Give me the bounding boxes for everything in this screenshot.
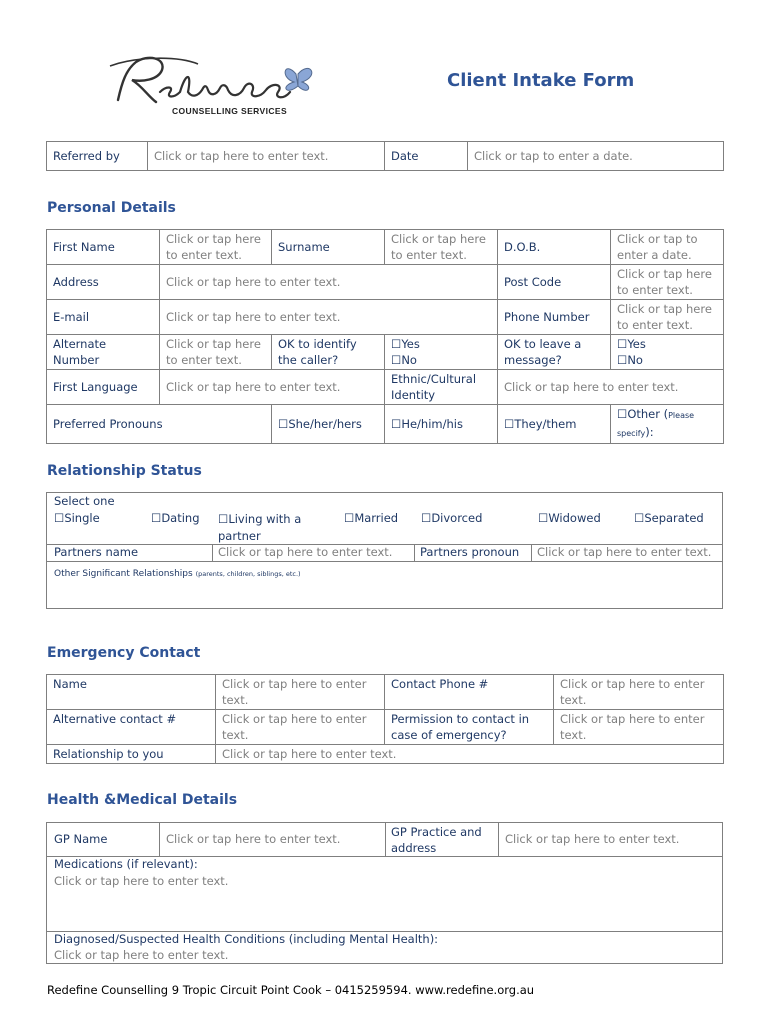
- personal-heading: Personal Details: [47, 200, 176, 216]
- rel-option-separated[interactable]: [634, 511, 704, 525]
- no-label: No: [627, 353, 643, 367]
- language-field[interactable]: Click or tap here to enter text.: [160, 370, 385, 405]
- ec-name-field[interactable]: Click or tap here to enter text.: [216, 675, 385, 710]
- address-label: Address: [47, 265, 160, 300]
- ok-identify-label: OK to identify the caller?: [272, 335, 385, 370]
- rel-option-label: Single: [64, 511, 100, 525]
- rel-option-label: Widowed: [548, 511, 601, 525]
- divider: [414, 544, 415, 561]
- health-box: [46, 822, 723, 964]
- rel-option-label: Separated: [644, 511, 704, 525]
- gp-practice-label: GP Practice and address: [391, 825, 482, 855]
- checkbox-icon[interactable]: ☐: [344, 511, 355, 525]
- emergency-heading: Emergency Contact: [47, 645, 201, 661]
- checkbox-icon[interactable]: ☐: [54, 511, 65, 525]
- ok-message-label: OK to leave a message?: [498, 335, 611, 370]
- address-field[interactable]: Click or tap here to enter text.: [160, 265, 498, 300]
- divider: [47, 561, 722, 562]
- ok-message-yes[interactable]: [617, 336, 717, 352]
- divider: [212, 544, 213, 561]
- conditions-field[interactable]: Click or tap here to enter text.: [54, 948, 229, 962]
- dob-label: D.O.B.: [498, 230, 611, 265]
- referral-table: [46, 141, 724, 171]
- other-relationships-label: Other Significant Relationships: [54, 569, 193, 579]
- pronoun-he[interactable]: [385, 405, 498, 444]
- rel-option-dating[interactable]: [151, 511, 200, 525]
- email-field[interactable]: Click or tap here to enter text.: [160, 300, 498, 335]
- checkbox-icon[interactable]: ☐: [391, 353, 402, 367]
- select-one-label: Select one: [54, 494, 115, 508]
- rel-option-living[interactable]: [218, 511, 314, 545]
- ec-relationship-label: Relationship to you: [47, 745, 216, 764]
- alt-number-field[interactable]: Click or tap here to enter text.: [160, 335, 272, 370]
- pronoun-other[interactable]: [611, 405, 724, 444]
- checkbox-icon[interactable]: ☐: [391, 417, 402, 431]
- ok-identify-options: [385, 335, 498, 370]
- checkbox-icon[interactable]: ☐: [617, 407, 628, 421]
- ec-permission-label: Permission to contact in case of emergency?: [385, 710, 554, 745]
- pronoun-he-label: He/him/his: [401, 417, 463, 431]
- ec-alt-field[interactable]: Click or tap here to enter text.: [216, 710, 385, 745]
- rel-option-label: Married: [354, 511, 399, 525]
- footer: Redefine Counselling 9 Tropic Circuit Point Cook – 0415259594. www.redefine.org.au: [47, 983, 535, 997]
- pronouns-label: Preferred Pronouns: [47, 405, 272, 444]
- conditions-label: Diagnosed/Suspected Health Conditions (including Mental Health):: [54, 932, 439, 946]
- gp-name-label: GP Name: [54, 832, 108, 846]
- gp-name-field[interactable]: Click or tap here to enter text.: [166, 832, 341, 846]
- partner-name-field[interactable]: Click or tap here to enter text.: [218, 545, 393, 559]
- ec-permission-field[interactable]: Click or tap here to enter text.: [554, 710, 724, 745]
- post-code-field[interactable]: Click or tap here to enter text.: [611, 265, 724, 300]
- rel-option-label: Dating: [161, 511, 200, 525]
- pronoun-other-end: ):: [645, 425, 654, 439]
- pronoun-they[interactable]: [498, 405, 611, 444]
- date-field[interactable]: Click or tap to enter a date.: [468, 142, 724, 171]
- ok-message-no[interactable]: [617, 352, 717, 368]
- relationship-box: [46, 492, 723, 609]
- rel-option-divorced[interactable]: [421, 511, 482, 525]
- logo-subtitle: COUNSELLING SERVICES: [172, 106, 288, 116]
- relationship-heading: Relationship Status: [47, 463, 202, 479]
- rel-option-widowed[interactable]: [538, 511, 601, 525]
- other-relationships-hint: (parents, children, siblings, etc.): [195, 570, 301, 578]
- other-relationships[interactable]: [54, 569, 301, 579]
- pronoun-she[interactable]: [272, 405, 385, 444]
- yes-label: Yes: [401, 337, 420, 351]
- checkbox-icon[interactable]: ☐: [504, 417, 515, 431]
- ec-relationship-field[interactable]: Click or tap here to enter text.: [216, 745, 724, 764]
- date-label: Date: [385, 142, 468, 171]
- pronoun-other-hint: Please specify: [617, 411, 695, 438]
- ec-phone-field[interactable]: Click or tap here to enter text.: [554, 675, 724, 710]
- partner-name-label: Partners name: [54, 545, 139, 559]
- checkbox-icon[interactable]: ☐: [617, 353, 628, 367]
- checkbox-icon[interactable]: ☐: [218, 512, 229, 526]
- emergency-table: [46, 674, 724, 764]
- checkbox-icon[interactable]: ☐: [278, 417, 289, 431]
- language-label: First Language: [47, 370, 160, 405]
- rel-option-label: Divorced: [431, 511, 483, 525]
- referred-by-field[interactable]: Click or tap here to enter text.: [148, 142, 385, 171]
- dob-field[interactable]: Click or tap to enter a date.: [611, 230, 724, 265]
- divider: [498, 823, 499, 856]
- phone-field[interactable]: Click or tap here to enter text.: [611, 300, 724, 335]
- post-code-label: Post Code: [498, 265, 611, 300]
- ethnic-field[interactable]: Click or tap here to enter text.: [498, 370, 724, 405]
- ok-identify-no[interactable]: [391, 352, 491, 368]
- checkbox-icon[interactable]: ☐: [421, 511, 432, 525]
- personal-table: [46, 229, 724, 444]
- pronoun-other-label: Other (: [627, 407, 669, 421]
- partner-pronoun-field[interactable]: Click or tap here to enter text.: [537, 545, 712, 559]
- checkbox-icon[interactable]: ☐: [538, 511, 549, 525]
- checkbox-icon[interactable]: ☐: [151, 511, 162, 525]
- divider: [159, 823, 160, 856]
- rel-option-label: Living with a partner: [218, 512, 302, 543]
- first-name-label: First Name: [47, 230, 160, 265]
- ethnic-label: Ethnic/Cultural Identity: [385, 370, 498, 405]
- medications-label: Medications (if relevant):: [54, 857, 198, 871]
- alt-number-label: Alternate Number: [47, 335, 160, 370]
- first-name-field[interactable]: Click or tap here to enter text.: [160, 230, 272, 265]
- divider: [531, 544, 532, 561]
- pronoun-they-label: They/them: [514, 417, 577, 431]
- no-label: No: [401, 353, 417, 367]
- ec-name-label: Name: [47, 675, 216, 710]
- checkbox-icon[interactable]: ☐: [617, 337, 628, 351]
- surname-field[interactable]: Click or tap here to enter text.: [385, 230, 498, 265]
- health-heading: Health &Medical Details: [47, 792, 238, 808]
- email-label: E-mail: [47, 300, 160, 335]
- referred-by-label: Referred by: [47, 142, 148, 171]
- ok-message-options: [611, 335, 724, 370]
- rel-option-married[interactable]: [344, 511, 398, 525]
- checkbox-icon[interactable]: ☐: [634, 511, 645, 525]
- gp-practice-field[interactable]: Click or tap here to enter text.: [505, 832, 680, 846]
- form-title: Client Intake Form: [447, 70, 635, 91]
- logo: [108, 52, 328, 122]
- checkbox-icon[interactable]: ☐: [391, 337, 402, 351]
- divider: [385, 823, 386, 856]
- ok-identify-yes[interactable]: [391, 336, 491, 352]
- phone-label: Phone Number: [498, 300, 611, 335]
- surname-label: Surname: [272, 230, 385, 265]
- yes-label: Yes: [627, 337, 646, 351]
- rel-option-single[interactable]: [54, 511, 100, 525]
- ec-phone-label: Contact Phone #: [385, 675, 554, 710]
- ec-alt-label: Alternative contact #: [47, 710, 216, 745]
- partner-pronoun-label: Partners pronoun: [420, 545, 520, 559]
- pronoun-she-label: She/her/hers: [288, 417, 362, 431]
- medications-field[interactable]: Click or tap here to enter text.: [54, 874, 229, 888]
